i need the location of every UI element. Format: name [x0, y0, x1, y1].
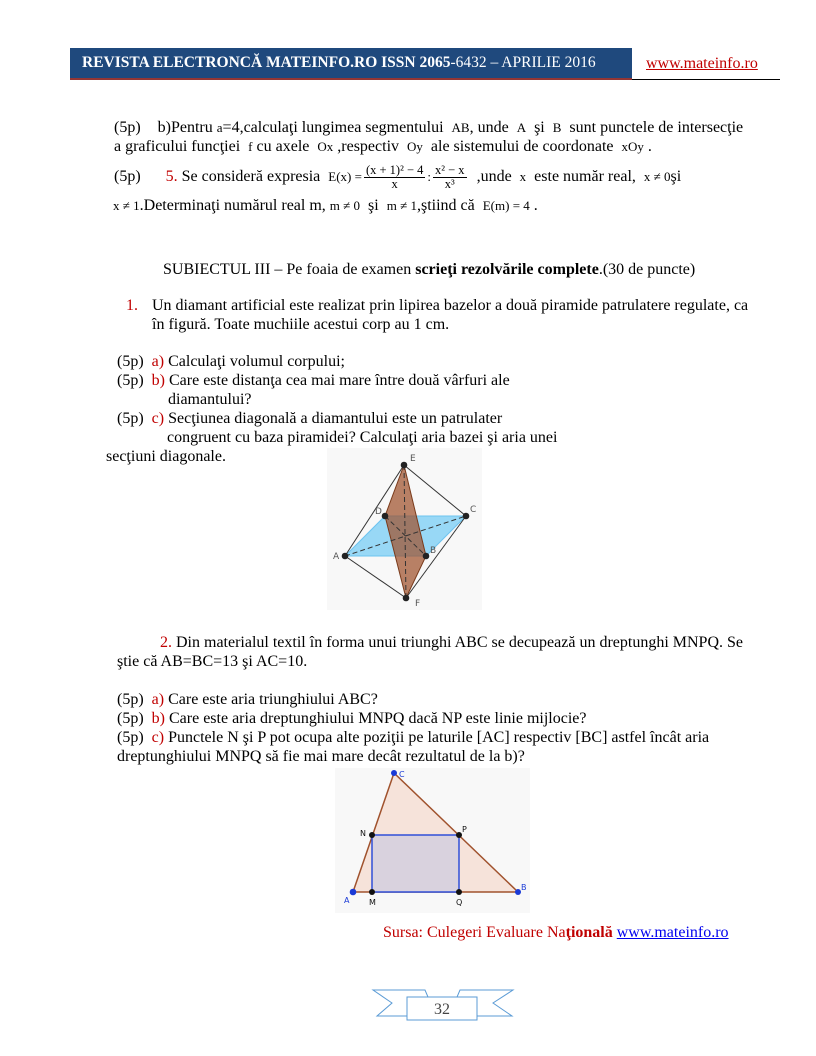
octahedron-drawing — [327, 448, 482, 610]
text: sunt punctele de intersecţie — [569, 119, 744, 136]
math-condition: E(m) = 4 — [482, 198, 530, 213]
item-label: b) — [151, 710, 165, 727]
problem2-statement-line2: ştie că AB=BC=13 şi AC=10. — [117, 653, 308, 670]
item-label: a) — [151, 691, 165, 708]
source-line — [383, 924, 729, 942]
header-divider — [632, 79, 780, 80]
text: Se consideră expresia — [181, 168, 321, 185]
problem2-number: 2. — [160, 634, 172, 651]
fraction-1 — [364, 164, 425, 191]
problem1-item-c — [117, 410, 502, 428]
problem1-number: 1. — [126, 297, 138, 314]
problem2-item-b — [117, 710, 587, 728]
rectangle-MNPQ — [372, 835, 459, 892]
fraction-2 — [433, 164, 467, 191]
fraction-2-denominator: x³ — [444, 176, 455, 191]
problem2-item-c — [117, 729, 709, 747]
text: a graficului funcţiei — [114, 138, 241, 155]
item-text: Punctele N şi P pot ocupa alte poziţii pe laturile [AC] respectiv [BC] astfel încât aria — [168, 729, 710, 746]
problem4b-line1 — [114, 119, 743, 137]
points-label: (5p) — [117, 372, 144, 389]
points-label: (5p) — [117, 691, 144, 708]
source-link[interactable]: www.mateinfo.ro — [616, 924, 729, 941]
text: cu axele — [256, 138, 310, 155]
triangle-drawing — [335, 768, 530, 913]
label-A: A — [344, 896, 350, 905]
vertex-D — [382, 513, 389, 520]
label-B: B — [521, 883, 527, 892]
text: ale sistemului de coordonate — [430, 138, 614, 155]
text: .Determinaţi numărul real m, — [139, 197, 326, 214]
label-C: C — [470, 505, 477, 515]
vertex-A — [342, 553, 349, 560]
problem1-statement-line1: Un diamant artificial este realizat prin lipirea bazelor a două piramide patrulatere regulate, ca — [152, 297, 749, 314]
text: ,respectiv — [337, 138, 400, 155]
text: şi — [368, 197, 379, 214]
math-x: x — [519, 169, 527, 184]
vertex-F — [403, 595, 410, 602]
problem1-item-c-cont: congruent cu baza piramidei? Calculaţi aria bazei şi aria unei — [167, 429, 558, 446]
problem2-item-c-cont: dreptunghiului MNPQ să fie mai mare decât rezultatul de la b)? — [117, 748, 525, 765]
point-A — [350, 889, 357, 896]
problem5-line2 — [113, 197, 538, 215]
label-N: N — [360, 829, 366, 838]
text: . — [647, 138, 652, 155]
problem1-item-b — [117, 372, 510, 390]
source-text: Sursa: Culegeri Evaluare Na — [383, 924, 566, 941]
subject-instruction: scrieţi rezolvările complete — [415, 261, 599, 278]
subject-heading — [163, 261, 695, 279]
item-label: c) — [151, 410, 165, 427]
math-condition: x ≠ 0 — [643, 169, 671, 184]
points-label: (5p) — [117, 729, 144, 746]
item-text: Secţiunea diagonală a diamantului este un patrulater — [168, 410, 503, 427]
problem5-line1 — [114, 162, 682, 191]
text: =4,calculaţi lungimea segmentului — [222, 119, 444, 136]
vertex-C — [463, 513, 470, 520]
math-condition: x ≠ 1 — [113, 198, 140, 213]
math-AB: AB — [451, 120, 470, 135]
text: b)Pentru — [157, 119, 213, 136]
item-text: Care este aria triunghiului ABC? — [168, 691, 378, 708]
points-label: (5p) — [117, 410, 144, 427]
journal-title-rest: -6432 – APRILIE 2016 — [450, 54, 596, 71]
label-B: B — [430, 546, 437, 556]
point-M — [369, 889, 375, 895]
journal-title — [82, 54, 596, 72]
vertex-B — [423, 553, 430, 560]
item-text: Calculaţi volumul corpului; — [168, 353, 345, 370]
header-site-link[interactable]: www.mateinfo.ro — [646, 55, 758, 72]
text: . — [533, 197, 538, 214]
problem1-statement-line2: în figură. Toate muchiile acestui corp au 1 cm. — [152, 316, 450, 333]
label-M: M — [369, 898, 376, 907]
fraction-1-numerator: (x + 1)² − 4 — [365, 162, 424, 177]
label-E: E — [410, 454, 416, 464]
vertex-E — [401, 462, 408, 469]
math-Ox: Ox — [317, 139, 334, 154]
math-lhs: E(x) = — [328, 169, 362, 184]
point-N — [369, 832, 375, 838]
problem2-item-a — [117, 691, 378, 709]
text: este număr real, — [534, 168, 636, 185]
header-banner — [70, 48, 632, 80]
text: şi — [534, 119, 545, 136]
points-label: (5p) — [117, 710, 144, 727]
text: şi — [670, 168, 682, 185]
math-A: A — [516, 120, 527, 135]
fraction-2-numerator: x² − x — [435, 162, 465, 177]
points-label: (5p) — [117, 353, 144, 370]
page-number: 32 — [434, 1001, 450, 1018]
math-B: B — [552, 120, 562, 135]
octahedron-figure — [327, 448, 482, 610]
label-P: P — [462, 825, 467, 834]
source-text-bold: ţională — [565, 924, 613, 941]
page-number-ribbon — [370, 987, 518, 1023]
text: , unde — [469, 119, 509, 136]
math-condition: m ≠ 1 — [386, 198, 417, 213]
point-Q — [456, 889, 462, 895]
label-D: D — [375, 507, 382, 517]
item-label: b) — [151, 372, 165, 389]
label-F: F — [415, 599, 421, 609]
math-xOy: xOy — [621, 139, 644, 154]
problem4b-line2 — [114, 138, 652, 156]
problem2-statement-line1: Din materialul textil în forma unui triunghi ABC se decupează un dreptunghi MNPQ. Se — [176, 634, 744, 651]
item-label: c) — [151, 729, 165, 746]
item-label: a) — [151, 353, 165, 370]
math-divide: : — [427, 169, 431, 184]
problem1-item-b-cont: diamantului? — [168, 391, 252, 408]
text: ,ştiind că — [416, 197, 475, 214]
label-Q: Q — [456, 898, 463, 907]
math-a: a — [216, 120, 223, 135]
point-C — [391, 770, 397, 776]
label-A: A — [333, 552, 340, 562]
item-text: Care este aria dreptunghiului MNPQ dacă NP este linie mijlocie? — [168, 710, 587, 727]
item-text: Care este distanţa cea mai mare între două vârfuri ale — [168, 372, 510, 389]
subject-title: SUBIECTUL III – Pe foaia de examen — [163, 261, 412, 278]
subject-points: .(30 de puncte) — [598, 261, 696, 278]
problem-number: 5. — [165, 168, 178, 185]
label-C: C — [399, 770, 405, 779]
math-condition: m ≠ 0 — [329, 198, 361, 213]
math-Oy: Oy — [407, 139, 423, 154]
points-label: (5p) — [114, 168, 141, 185]
points-label: (5p) — [114, 119, 141, 136]
math-f: f — [248, 139, 253, 154]
journal-title-bold: REVISTA ELECTRONCĂ MATEINFO.RO ISSN 2065 — [82, 54, 451, 71]
problem1-item-c-cont2: secţiuni diagonale. — [106, 448, 226, 465]
text: ,unde — [476, 168, 512, 185]
problem1-item-a — [117, 353, 345, 371]
triangle-figure — [335, 768, 530, 913]
fraction-1-denominator: x — [391, 176, 398, 191]
